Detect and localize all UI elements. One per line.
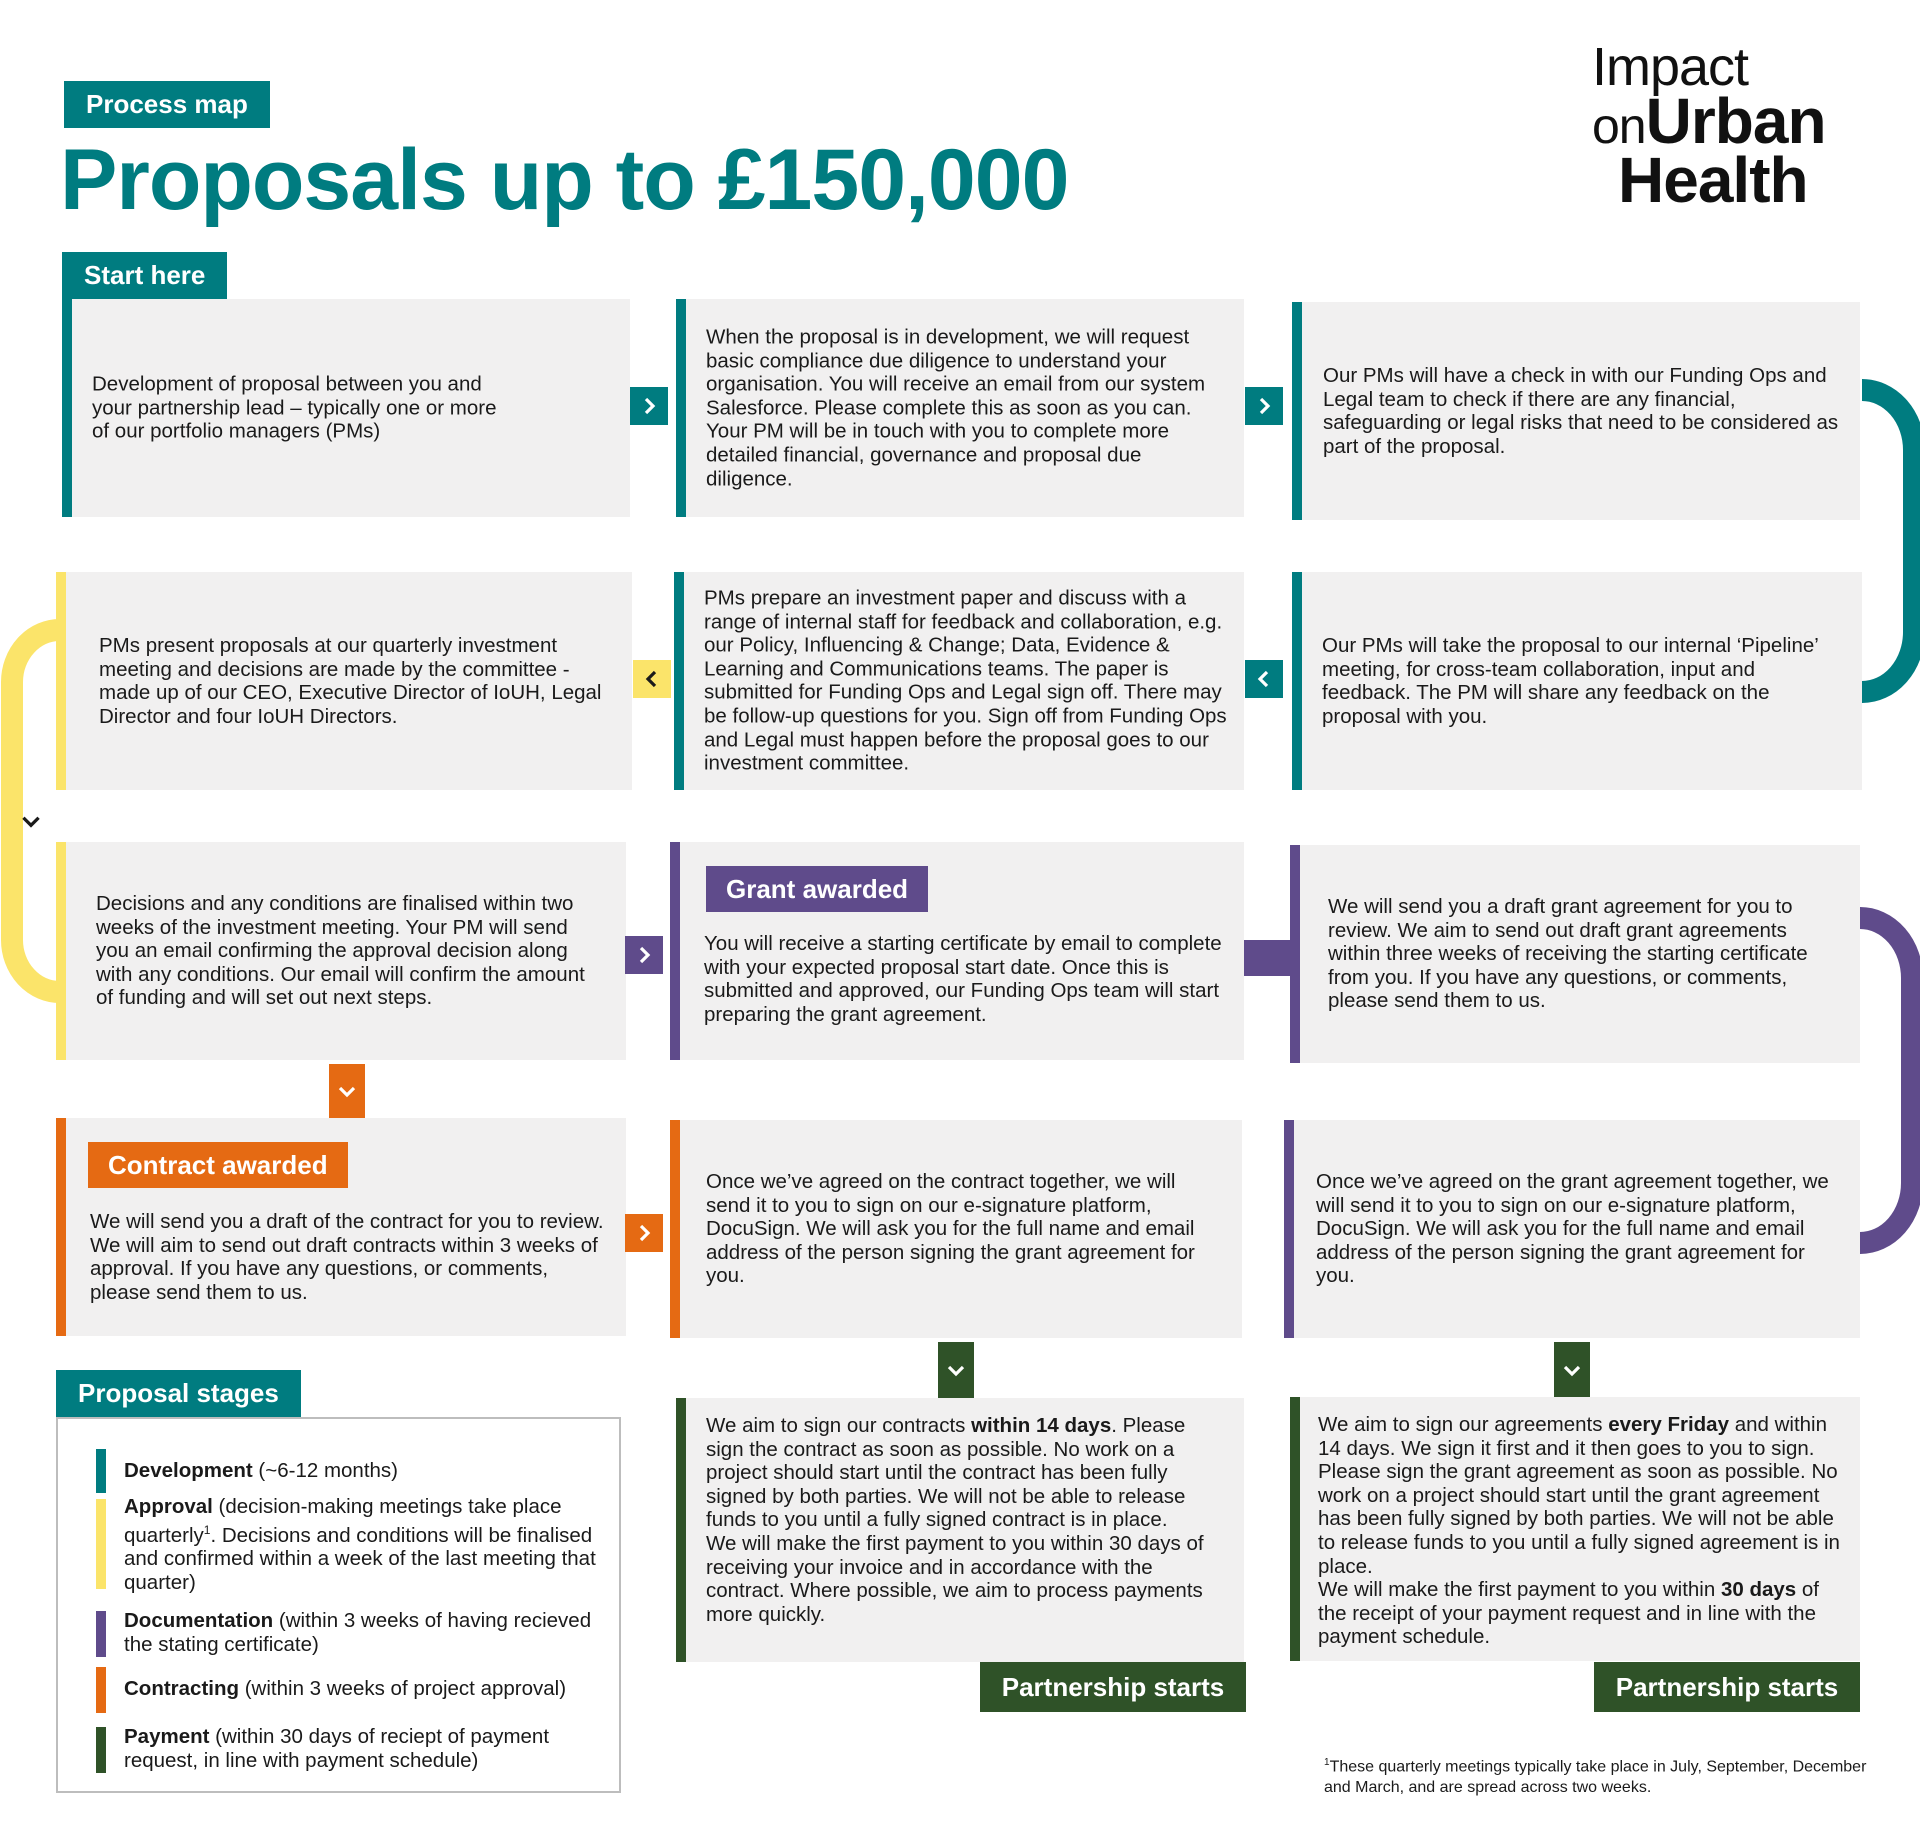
step-text-bold: 30 days: [1720, 1578, 1797, 1602]
process-map-tag: Process map: [64, 81, 270, 128]
step-text: We will send you a draft of the contract for you to review. We will aim to send out draft contracts within 3 weeks of approval. If you have any questions, or comments, please send them to us.: [90, 1210, 604, 1304]
step-text-bold: every Friday: [1608, 1413, 1729, 1436]
chevron-down-icon: [1876, 528, 1902, 554]
footnote-marker: 1: [203, 1522, 211, 1537]
step-text: Development of proposal between you and your partnership lead – typically one or more of our portfolio managers (PMs): [92, 372, 497, 443]
step-text-part: We will make the first payment to you within: [1318, 1578, 1721, 1602]
step-text: Once we’ve agreed on the grant agreement together, we will send it to you to sign on our e-signature platform, DocuSign. We will ask you for the full name and email address of the person signing the grant agreement for you.: [1316, 1170, 1829, 1288]
chevron-right-icon: [630, 387, 668, 425]
footnote-text: These quarterly meetings typically take place in July, September, December and March, and are spread across two weeks.: [1324, 1758, 1867, 1797]
legend-label: Approval: [124, 1495, 213, 1518]
stage-bar-payment: [1290, 1397, 1300, 1661]
legend-detail: (decision-making meetings take place quarterly: [124, 1495, 562, 1547]
logo-urban: Urban: [1645, 85, 1826, 157]
step-text: [1318, 1413, 1840, 1649]
stage-bar-development: [1292, 302, 1302, 520]
legend-swatch: [96, 1667, 106, 1713]
step-text-bold: within 14 days: [971, 1414, 1112, 1437]
step-text: We will send you a draft grant agreement for you to review. We aim to send out draft grant agreements within three weeks of receiving the starting certificate from you. If you have any questions, or comments, please send them to us.: [1328, 895, 1808, 1013]
chevron-down-icon: [329, 1064, 365, 1118]
step-text-part: of the receipt of your payment request and in line with the payment schedule.: [1318, 1578, 1819, 1649]
legend-swatch: [96, 1449, 106, 1493]
legend-label: Payment: [124, 1725, 210, 1748]
partnership-starts-label: Partnership starts: [1594, 1662, 1860, 1712]
stage-bar-approval: [56, 842, 66, 1060]
legend-item-documentation: [96, 1609, 604, 1656]
legend-item-approval: [96, 1495, 604, 1594]
step-contract-awarded: [56, 1118, 626, 1336]
step-paragraph: [1318, 1578, 1840, 1649]
step-sign-contract-payment: [676, 1398, 1244, 1662]
start-here-tag: Start here: [62, 252, 227, 299]
chevron-right-icon: [1245, 387, 1283, 425]
proposal-stages-legend: [56, 1417, 621, 1793]
legend-item-payment: [96, 1725, 604, 1772]
step-grant-awarded: [670, 842, 1244, 1060]
partnership-starts-label: Partnership starts: [980, 1662, 1246, 1712]
stage-bar-development: [674, 572, 684, 790]
connector-purple-bar: [1243, 940, 1293, 976]
step-investment-meeting: [56, 572, 632, 790]
legend-item-contracting: [96, 1677, 624, 1701]
stage-bar-development: [1292, 572, 1302, 790]
chevron-left-icon: [1245, 660, 1283, 698]
footnote: [1324, 1752, 1884, 1798]
step-development-proposal: [62, 299, 630, 517]
legend-swatch: [96, 1727, 106, 1773]
stage-bar-development: [676, 299, 686, 517]
stage-bar-contracting: [56, 1118, 66, 1336]
legend-detail: (within 30 days of reciept of payment request, in line with payment schedule): [124, 1725, 550, 1772]
proposal-stages-tag: Proposal stages: [56, 1370, 301, 1417]
stage-bar-documentation: [1284, 1120, 1294, 1338]
chevron-down-icon: [18, 808, 44, 834]
stage-bar-payment: [676, 1398, 686, 1662]
stage-bar-contracting: [670, 1120, 680, 1338]
legend-item-development: [96, 1459, 604, 1483]
step-paragraph: [1318, 1413, 1840, 1578]
step-text: PMs present proposals at our quarterly investment meeting and decisions are made by the committee - made up of our CEO, Executive Director of IoUH, Legal Director and four IoUH Directors.: [99, 633, 602, 728]
stage-bar-development: [62, 299, 72, 517]
legend-swatch: [96, 1611, 106, 1657]
footnote-marker: 1: [1324, 1757, 1330, 1768]
chevron-left-icon: [633, 660, 671, 698]
page-title: Proposals up to £150,000: [60, 132, 1069, 228]
contract-awarded-tag: Contract awarded: [88, 1142, 348, 1188]
step-investment-paper: [674, 572, 1244, 790]
chevron-down-icon: [1554, 1342, 1590, 1398]
stage-bar-documentation: [1290, 845, 1300, 1063]
legend-label: Contracting: [124, 1677, 240, 1700]
chevron-down-icon: [1874, 1078, 1900, 1104]
step-sign-agreement-payment: [1290, 1397, 1860, 1661]
step-text-part: We aim to sign our agreements: [1318, 1413, 1609, 1436]
step-funding-ops-check: [1292, 302, 1860, 520]
legend-detail: . Decisions and conditions will be finalised and confirmed within a week of the last meeting that quarter): [124, 1523, 596, 1594]
step-text: Our PMs will take the proposal to our internal ‘Pipeline’ meeting, for cross-team collaboration, input and feedback. The PM will share any feedback on the proposal with you.: [1322, 633, 1819, 728]
legend-detail: (within 3 weeks of having recieved the stating certificate): [124, 1609, 592, 1656]
step-text: You will receive a starting certificate by email to complete with your expected proposal start date. Once this is submitted and approved, our Funding Ops team will start preparing the grant agreement.: [704, 932, 1222, 1026]
grant-awarded-tag: Grant awarded: [706, 866, 928, 912]
legend-detail: (~6-12 months): [252, 1459, 399, 1482]
step-text-part: . Please sign the contract as soon as possible. No work on a project should start until the contract has been fully signed by both parties. We will not be able to release funds to you until a fully signed contract is in place.: [706, 1414, 1186, 1532]
chevron-down-icon: [938, 1342, 974, 1398]
step-docusign-contract: [670, 1120, 1242, 1338]
step-text: When the proposal is in development, we will request basic compliance due diligence to understand your organisation. You will receive an email from our system Salesforce. Please complete this as soon as you can. Your PM will be in touch with you to complete more detailed financial, governance and proposal due diligence.: [706, 325, 1206, 490]
step-compliance-due-diligence: [676, 299, 1244, 517]
chevron-right-icon: [625, 936, 663, 974]
logo-line3: Health: [1618, 144, 1808, 216]
step-paragraph: [706, 1414, 1224, 1532]
stage-bar-documentation: [670, 842, 680, 1060]
step-docusign-grant: [1284, 1120, 1860, 1338]
step-text: Decisions and any conditions are finalised within two weeks of the investment meeting. Your PM will send you an email confirming the approval decision along with any conditions. Our email will confirm the amount of funding and will set out next steps.: [96, 892, 585, 1010]
legend-swatch: [96, 1499, 106, 1589]
step-text: [706, 1414, 1224, 1626]
logo-on: on: [1592, 98, 1646, 154]
step-text: Our PMs will have a check in with our Funding Ops and Legal team to check if there are any financial, safeguarding or legal risks that need to be considered as part of the proposal.: [1323, 363, 1839, 458]
chevron-right-icon: [625, 1214, 663, 1252]
step-text-part: and within 14 days. We sign it first and it then goes to you to sign. Please sign the grant agreement as soon as possible. No work on a project should start until the grant agreement has been fully signed by both parties. We will not be able to release funds to you until a fully signed agreement is in place.: [1318, 1413, 1840, 1578]
logo-line1: Impact: [1592, 37, 1749, 97]
step-decisions-finalised: [56, 842, 626, 1060]
legend-detail: (within 3 weeks of project approval): [239, 1677, 567, 1700]
step-draft-grant-agreement: [1290, 845, 1860, 1063]
legend-label: Development: [124, 1459, 253, 1482]
step-text: PMs prepare an investment paper and discuss with a range of internal staff for feedback and collaboration, e.g. our Policy, Influencing & Change; Data, Evidence & Learning and Communications teams. The paper is submitted for Funding Ops and Legal sign off. There may be follow-up questions for you. Sign off from Funding Ops and Legal must happen before the proposal goes to our investment committee.: [704, 586, 1227, 775]
legend-label: Documentation: [124, 1609, 274, 1632]
step-paragraph: We will make the first payment to you within 30 days of receiving your invoice and in accordance with the contract. Where possible, we aim to process payments more quickly.: [706, 1531, 1204, 1626]
step-pipeline-meeting: [1292, 572, 1862, 790]
step-text-part: We aim to sign our contracts: [706, 1414, 972, 1437]
step-text: Once we’ve agreed on the contract together, we will send it to you to sign on our e-signature platform, DocuSign. We will ask you for the full name and email address of the person signing the grant agreement for you.: [706, 1170, 1195, 1288]
stage-bar-approval: [56, 572, 66, 790]
